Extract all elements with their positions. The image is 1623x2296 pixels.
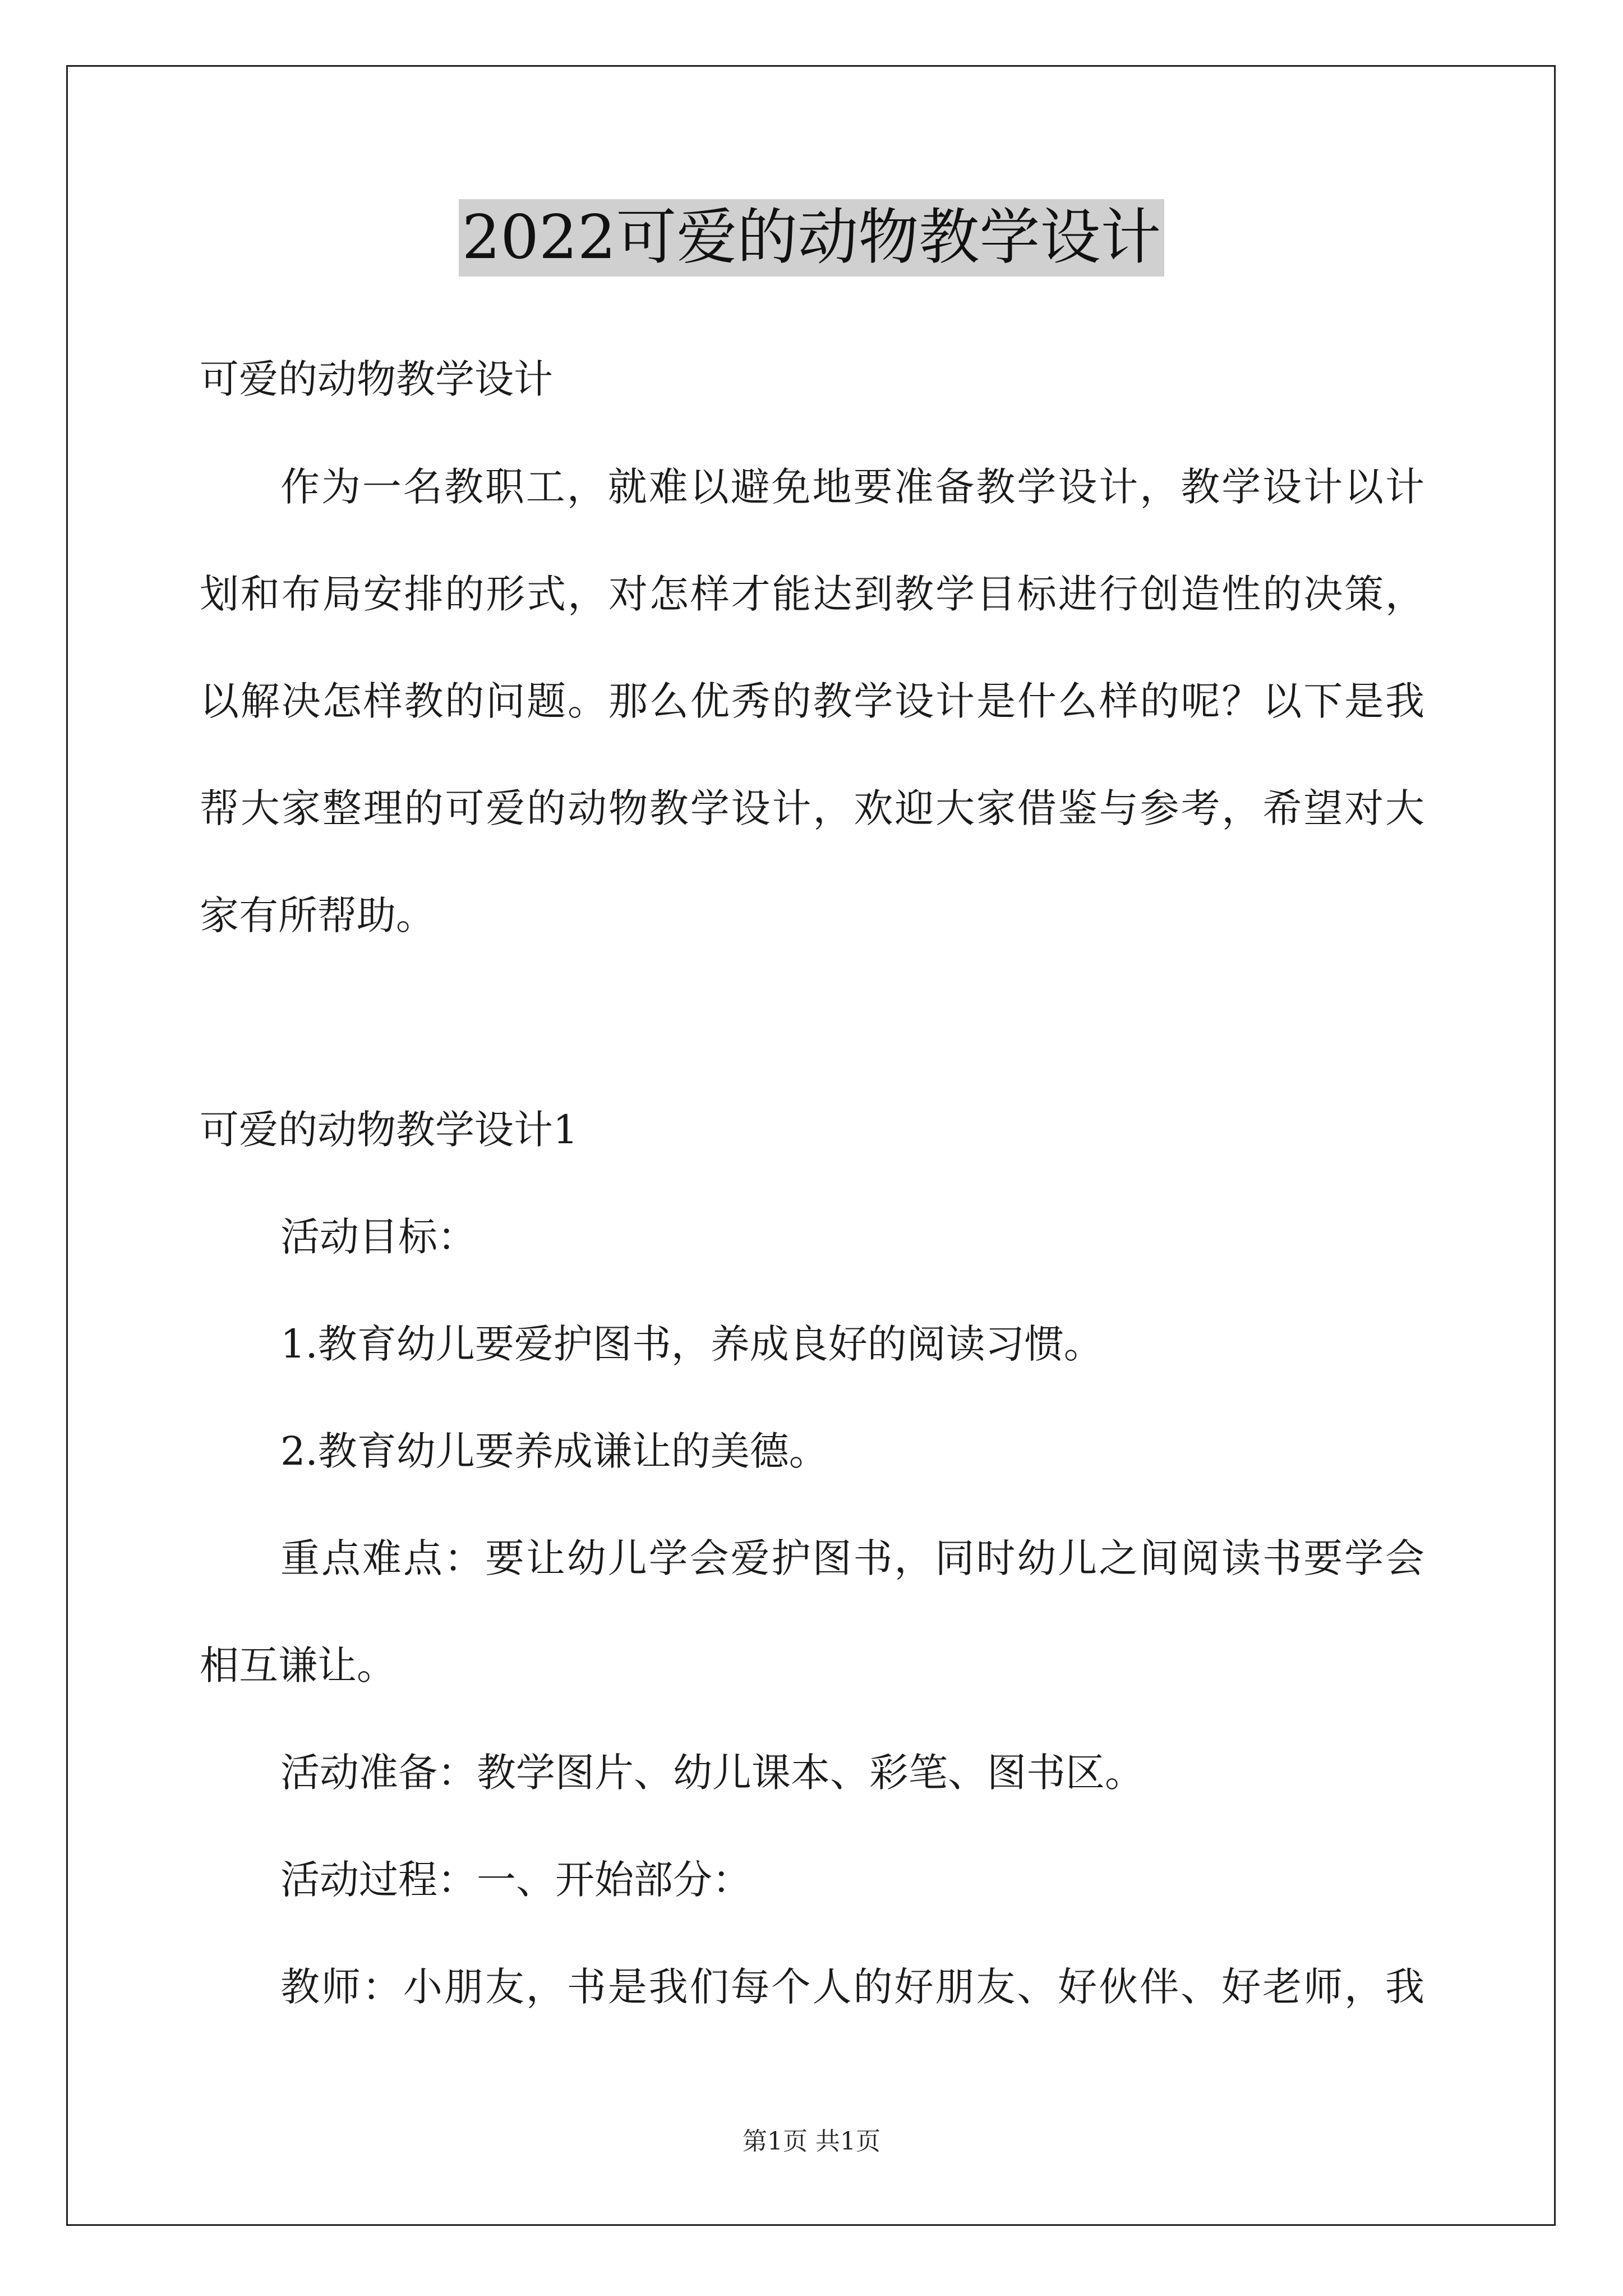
section-heading: 可爱的动物教学设计1: [200, 1107, 578, 1153]
paragraph-line: 1.教育幼儿要爱护图书，养成良好的阅读习惯。: [280, 1321, 1103, 1367]
paragraph-line: 家有所帮助。: [200, 892, 435, 938]
title-container: [0, 199, 1623, 277]
paragraph-line: 教师：小朋友，书是我们每个人的好朋友、好伙伴、好老师，我: [280, 1964, 1424, 2010]
paragraph-line: 作为一名教职工，就难以避免地要准备教学设计，教学设计以计: [280, 464, 1424, 510]
paragraph-line: 划和布局安排的形式，对怎样才能达到教学目标进行创造性的决策，: [200, 571, 1424, 617]
page-footer: 第1页 共1页: [743, 2127, 880, 2156]
paragraph-line: 活动准备：教学图片、幼儿课本、彩笔、图书区。: [280, 1750, 1144, 1796]
paragraph-line: 活动过程：一、开始部分：: [280, 1857, 751, 1903]
paragraph-line: 重点难点：要让幼儿学会爱护图书，同时幼儿之间阅读书要学会: [280, 1535, 1424, 1581]
paragraph-line: 活动目标：: [280, 1214, 477, 1260]
paragraph-line: 相互谦让。: [200, 1642, 396, 1688]
paragraph-line: 以解决怎样教的问题。那么优秀的教学设计是什么样的呢？以下是我: [200, 678, 1424, 724]
subtitle-line: 可爱的动物教学设计: [200, 356, 553, 402]
document-title: 2022可爱的动物教学设计: [459, 199, 1165, 277]
paragraph-line: 2.教育幼儿要养成谦让的美德。: [280, 1428, 828, 1474]
paragraph-line: 帮大家整理的可爱的动物教学设计，欢迎大家借鉴与参考，希望对大: [200, 785, 1424, 831]
